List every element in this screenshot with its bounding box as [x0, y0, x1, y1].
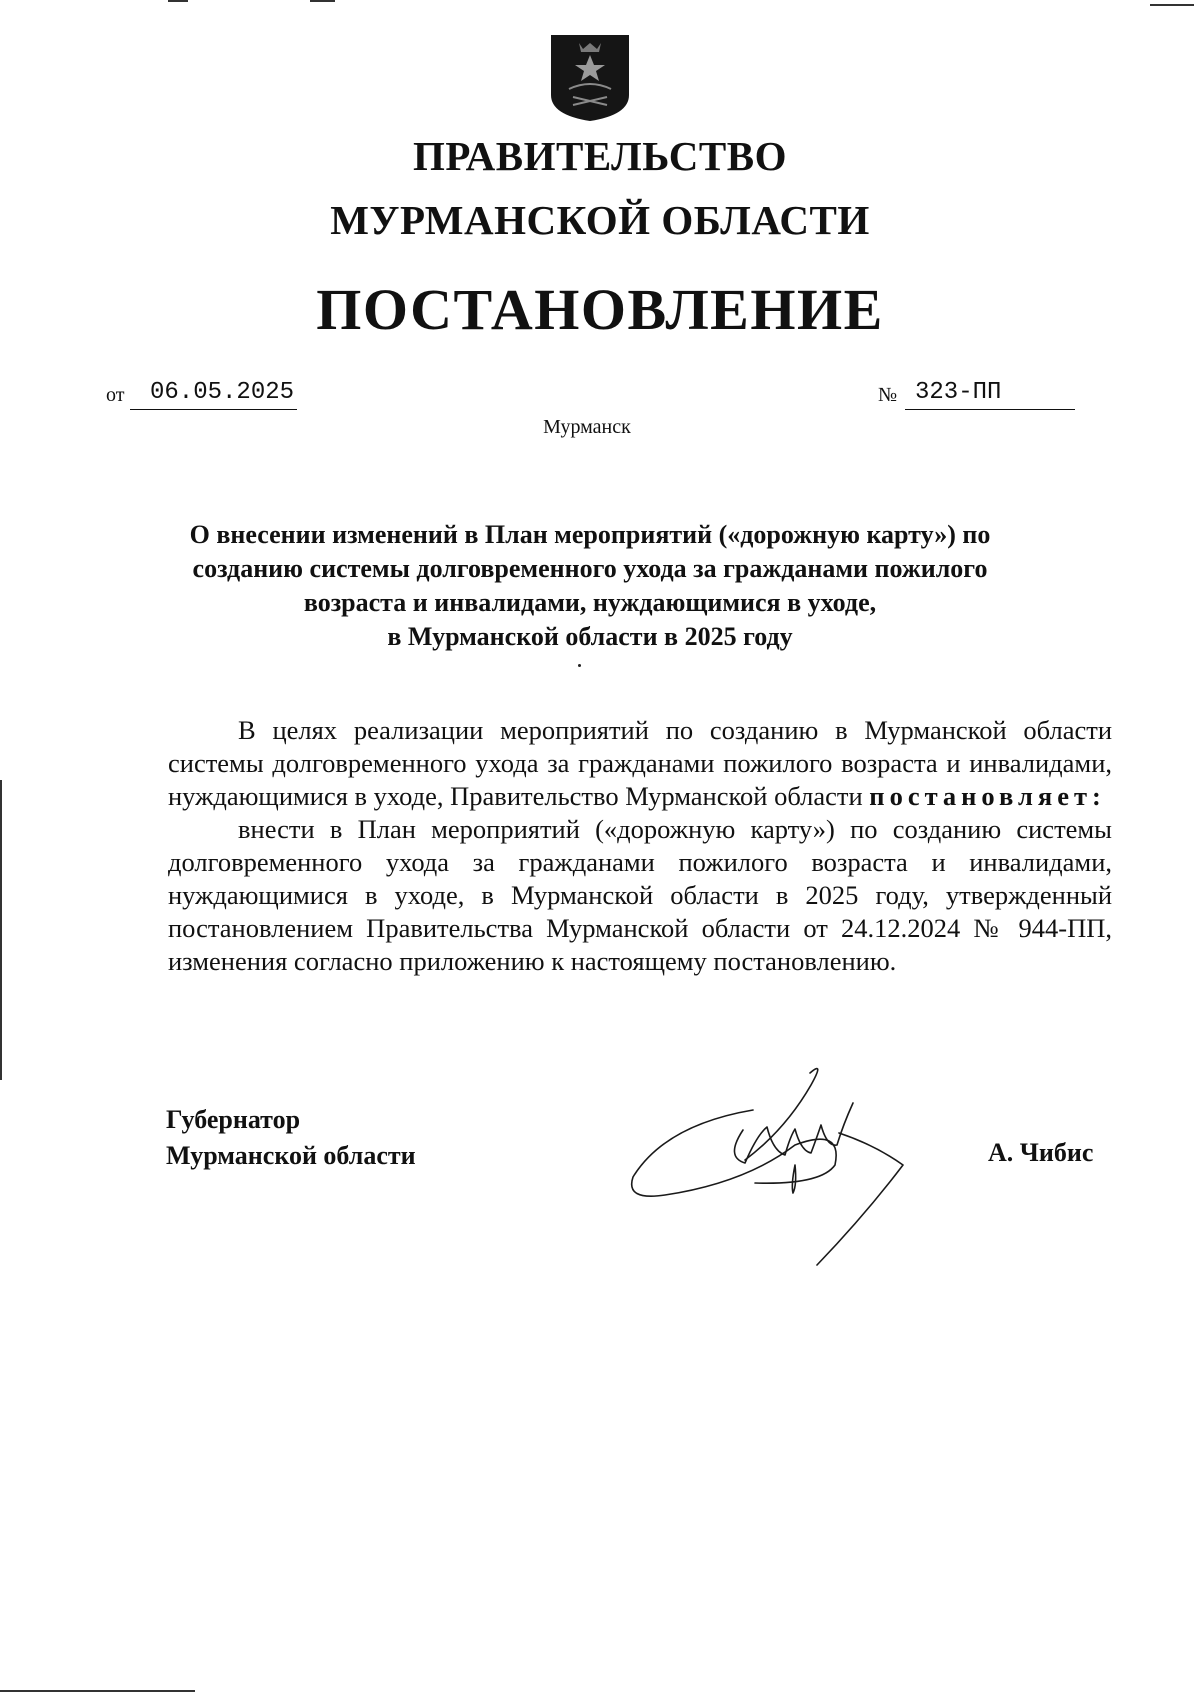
body-paragraph-1	[168, 714, 1112, 813]
subject-line: созданию системы долговременного ухода за гражданами пожилого	[192, 554, 988, 583]
preamble-text: В целях реализации мероприятий по созданию в Мурманской области системы долговременного ухода за гражданами пожилого возраста и инвалидами, нуждающимися в уходе, Правительство Мурманской области	[168, 715, 1112, 811]
scan-artifact	[168, 0, 188, 2]
handwritten-signature	[625, 1055, 925, 1275]
document-date: 06.05.2025	[150, 379, 295, 406]
scan-artifact	[0, 780, 2, 1080]
document-body	[168, 714, 1112, 978]
number-underline	[905, 409, 1075, 410]
subject-line: О внесении изменений в План мероприятий («дорожную карту») по	[189, 520, 991, 549]
org-name-line-1: ПРАВИТЕЛЬСТВО	[412, 133, 788, 179]
document-number: 323-ПП	[915, 379, 1002, 406]
document-subject	[150, 518, 1030, 654]
coat-of-arms-icon	[549, 33, 631, 123]
date-label: от	[106, 384, 125, 406]
number-label: №	[878, 384, 898, 406]
org-name-line-2: МУРМАНСКОЙ ОБЛАСТИ	[330, 197, 870, 243]
signer-position-line-1: Губернатор	[166, 1105, 301, 1134]
subject-line: возраста и инвалидами, нуждающимися в уходе,	[303, 588, 877, 617]
date-underline	[130, 409, 297, 410]
body-paragraph-2: внести в План мероприятий («дорожную карту») по созданию системы долговременного ухода за гражданами пожилого возраста и инвалидами, нуждающимися в уходе, в Мурманской области в 2025 году, утвержденный постановлением Правительства Мурманской области от 24.12.2024 № 944-ПП, изменения согласно приложению к настоящему постановлению.	[168, 814, 1112, 976]
signer-name: А. Чибис	[988, 1138, 1094, 1167]
city: Мурманск	[543, 416, 631, 438]
document-type: ПОСТАНОВЛЕНИЕ	[316, 277, 884, 342]
scan-artifact	[0, 1690, 195, 1692]
signer-position	[166, 1102, 416, 1174]
subject-line: в Мурманской области в 2025 году	[387, 622, 793, 651]
scan-artifact	[1150, 4, 1194, 6]
scan-artifact	[310, 0, 335, 2]
signer-position-line-2: Мурманской области	[166, 1141, 416, 1170]
scan-dot	[578, 664, 581, 667]
resolves-word: постановляет:	[869, 781, 1106, 811]
